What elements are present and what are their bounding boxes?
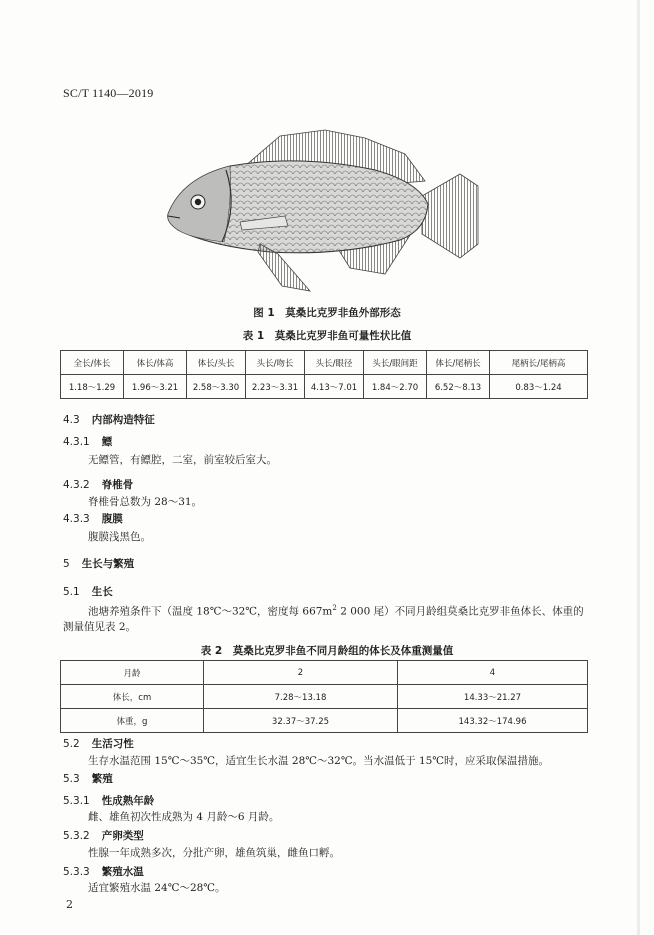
section-5-3-2-text: 性腺一年成熟多次，分批产卵，雄鱼筑巢，雌鱼口孵。 bbox=[88, 847, 340, 859]
table1-value-cell: 1.84～2.70 bbox=[364, 375, 427, 399]
section-4-3-3-text: 腹膜浅黑色。 bbox=[88, 531, 151, 543]
section-5-3-3-text: 适宜繁殖水温 24℃～28℃。 bbox=[88, 882, 226, 894]
section-4-3-3-heading bbox=[63, 511, 123, 526]
table1-header-row bbox=[61, 351, 588, 375]
table1-header-cell: 体长/尾柄长 bbox=[427, 351, 490, 375]
table2-header-row bbox=[61, 661, 588, 685]
section-title: 生长与繁殖 bbox=[81, 558, 135, 570]
section-4-3-heading bbox=[63, 412, 155, 427]
table1-header-cell: 体长/体高 bbox=[124, 351, 187, 375]
section-title: 鳔 bbox=[101, 436, 113, 448]
section-number: 4.3.2 bbox=[63, 479, 90, 491]
table2 bbox=[60, 660, 588, 733]
section-4-3-1-text: 无鳔管，有鳔腔，二室，前室较后室大。 bbox=[88, 454, 277, 466]
page-number: 2 bbox=[66, 898, 73, 911]
table1 bbox=[60, 350, 588, 399]
table2-cell: 143.32～174.96 bbox=[398, 709, 588, 733]
section-number: 4.3.1 bbox=[63, 436, 90, 448]
section-5-1-heading bbox=[63, 584, 113, 599]
section-number: 4.3 bbox=[63, 414, 80, 426]
table2-row bbox=[61, 709, 588, 733]
section-title: 繁殖 bbox=[91, 773, 113, 785]
table1-header-cell: 体长/头长 bbox=[187, 351, 246, 375]
section-4-3-2-text: 脊椎骨总数为 28～31。 bbox=[88, 496, 203, 508]
section-4-3-1-heading bbox=[63, 434, 112, 449]
section-title: 脊椎骨 bbox=[101, 479, 134, 491]
table1-caption: 表 1 莫桑比克罗非鱼可量性状比值 bbox=[242, 330, 412, 342]
section-number: 5.1 bbox=[63, 586, 80, 598]
section-number: 4.3.3 bbox=[63, 513, 90, 525]
section-title: 繁殖水温 bbox=[101, 866, 144, 878]
table2-row-label: 体长，cm bbox=[61, 685, 204, 709]
section-number: 5.3.1 bbox=[63, 795, 90, 807]
table1-value-cell: 4.13～7.01 bbox=[305, 375, 364, 399]
table1-header-cell: 全长/体长 bbox=[61, 351, 124, 375]
table1-value-row bbox=[61, 375, 588, 399]
section-title: 产卵类型 bbox=[101, 830, 144, 842]
section-number: 5.3.3 bbox=[63, 866, 90, 878]
table1-value-cell: 1.18～1.29 bbox=[61, 375, 124, 399]
text-fragment: 池塘养殖条件下（温度 18℃～32℃，密度每 667m bbox=[88, 605, 333, 618]
section-5-1-text-line2: 测量值见表 2。 bbox=[63, 621, 137, 633]
table2-cell: 32.37～37.25 bbox=[204, 709, 398, 733]
section-5-3-2-heading bbox=[63, 828, 144, 843]
table1-value-cell: 2.23～3.31 bbox=[246, 375, 305, 399]
table2-header-cell: 2 bbox=[204, 661, 398, 685]
section-title: 内部构造特征 bbox=[91, 414, 155, 426]
section-4-3-2-heading bbox=[63, 477, 133, 492]
section-5-heading bbox=[63, 556, 134, 571]
section-title: 生长 bbox=[91, 586, 113, 598]
table1-header-cell: 头长/眼间距 bbox=[364, 351, 427, 375]
section-title: 生活习性 bbox=[91, 738, 134, 750]
table1-value-cell: 0.83～1.24 bbox=[490, 375, 588, 399]
table2-row-label: 体重，g bbox=[61, 709, 204, 733]
section-5-3-heading bbox=[63, 771, 113, 786]
table1-header-cell: 尾柄长/尾柄高 bbox=[490, 351, 588, 375]
table1-value-cell: 6.52～8.13 bbox=[427, 375, 490, 399]
table2-row bbox=[61, 685, 588, 709]
section-5-3-1-heading bbox=[63, 793, 154, 808]
section-5-2-heading bbox=[63, 736, 134, 751]
section-5-3-1-text: 雌、雄鱼初次性成熟为 4 月龄～6 月龄。 bbox=[88, 811, 280, 823]
superscript: 2 bbox=[332, 604, 337, 612]
table2-caption: 表 2 莫桑比克罗非鱼不同月龄组的体长及体重测量值 bbox=[200, 645, 454, 657]
standard-header: SC/T 1140—2019 bbox=[63, 86, 154, 100]
figure-caption: 图 1 莫桑比克罗非鱼外部形态 bbox=[253, 307, 401, 319]
section-number: 5.2 bbox=[63, 738, 80, 750]
page-edge-shadow bbox=[637, 0, 640, 935]
section-5-3-3-heading bbox=[63, 864, 144, 879]
section-5-1-text-line1 bbox=[88, 598, 598, 623]
section-title: 性成熟年龄 bbox=[101, 795, 155, 807]
table2-header-cell: 4 bbox=[398, 661, 588, 685]
text-fragment: 2 000 尾）不同月龄组莫桑比克罗非鱼体长、体重的 bbox=[336, 605, 584, 618]
table1-header-cell: 头长/吻长 bbox=[246, 351, 305, 375]
section-number: 5.3.2 bbox=[63, 830, 90, 842]
section-title: 腹膜 bbox=[101, 513, 123, 525]
table1-value-cell: 1.96～3.21 bbox=[124, 375, 187, 399]
table1-value-cell: 2.58～3.30 bbox=[187, 375, 246, 399]
table1-header-cell: 头长/眼径 bbox=[305, 351, 364, 375]
table2-header-cell: 月龄 bbox=[61, 661, 204, 685]
section-5-2-text: 生存水温范围 15℃～35℃，适宜生长水温 28℃～32℃。当水温低于 15℃时，应采取保温措施。 bbox=[88, 755, 550, 767]
table2-cell: 7.28～13.18 bbox=[204, 685, 398, 709]
section-number: 5.3 bbox=[63, 773, 80, 785]
fish-illustration bbox=[160, 126, 480, 296]
table2-cell: 14.33～21.27 bbox=[398, 685, 588, 709]
section-number: 5 bbox=[63, 558, 70, 570]
